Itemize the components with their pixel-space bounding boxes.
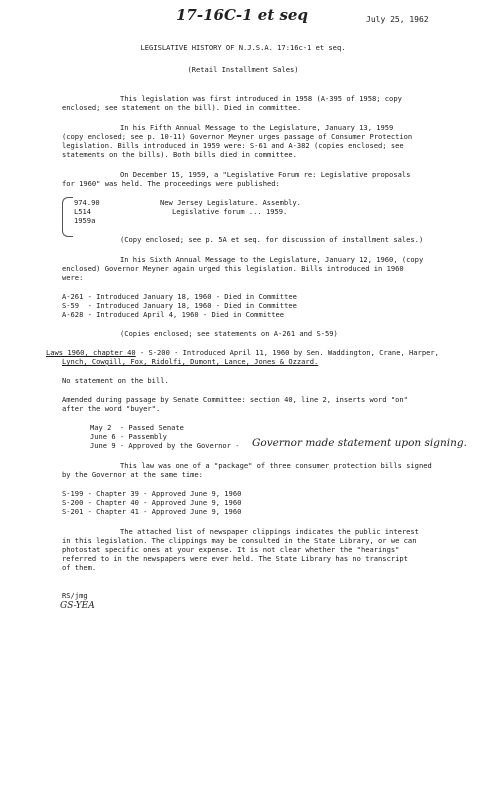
bill-1960-item: A-261 - Introduced January 18, 1960 - Died in Committee	[62, 292, 297, 301]
document-title: LEGISLATIVE HISTORY OF N.J.S.A. 17:16c-1 et seq.	[140, 43, 346, 52]
para2-line: In his Fifth Annual Message to the Legislature, January 13, 1959	[120, 123, 394, 132]
callnumber-bracket	[62, 197, 73, 237]
closing-line: in this legislation. The clippings may be consulted in the State Library, or we can	[62, 536, 417, 545]
para1-line: This legislation was first introduced in 1958 (A-395 of 1958; copy	[120, 94, 402, 103]
document-date: July 25, 1962	[366, 15, 429, 24]
laws-rest: - S-200 - Introduced April 11, 1960 by Sen. Waddington, Crane, Harper,	[135, 348, 439, 357]
para5-line: In his Sixth Annual Message to the Legislature, January 12, 1960, (copy	[120, 255, 424, 264]
package-bill: S-200 - Chapter 40 - Approved June 9, 1960	[62, 498, 242, 507]
amended-line: after the word "buyer".	[62, 404, 161, 413]
package-line: This law was one of a "package" of three consumer protection bills signed	[120, 461, 432, 470]
package-line: by the Governor at the same time:	[62, 470, 203, 479]
package-bill: S-201 - Chapter 41 - Approved June 9, 1960	[62, 507, 242, 516]
para5-line: enclosed) Governor Meyner again urged this legislation. Bills introduced in 1960	[62, 264, 404, 273]
closing-line: referred to in the newspapers were ever held. The State Library has no transcript	[62, 554, 408, 563]
bill-1960-item: S-59 - Introduced January 18, 1960 - Died in Committee	[62, 301, 297, 310]
closing-line: of them.	[62, 563, 97, 572]
handwritten-initials: GS-YEA	[60, 601, 95, 611]
document-subtitle: (Retail Installment Sales)	[187, 65, 299, 74]
closing-line: photostat specific ones at your expense. It is not clear whether the "hearings"	[62, 545, 400, 554]
no-statement: No statement on the bill.	[62, 376, 169, 385]
amended-line: Amended during passage by Senate Committee: section 40, line 2, inserts word "on"	[62, 395, 408, 404]
call-number-line: 974.90	[74, 198, 100, 207]
para2-line: statements on the bills). Both bills died in committee.	[62, 150, 297, 159]
para1-line: enclosed; see statement on the bill). Died in committee.	[62, 103, 302, 112]
closing-line: The attached list of newspaper clippings indicates the public interest	[120, 527, 419, 536]
passage-item: June 6 - Passembly	[90, 432, 167, 441]
package-bill: S-199 - Chapter 39 - Approved June 9, 1960	[62, 489, 242, 498]
passage-item: June 9 - Approved by the Governor -	[90, 441, 240, 450]
passage-item: May 2 - Passed Senate	[90, 423, 184, 432]
copy-note: (Copy enclosed; see p. 5A et seq. for discussion of installment sales.)	[120, 235, 424, 244]
laws-label: Laws 1960, chapter 40	[46, 348, 136, 357]
copies-note: (Copies enclosed; see statements on A-261 and S-59)	[120, 329, 338, 338]
para2-line: (copy enclosed; see p. 10-11) Governor Meyner urges passage of Consumer Protection	[62, 132, 413, 141]
call-number-line: 1959a	[74, 216, 96, 225]
para3-line: On December 15, 1959, a "Legislative Forum re: Legislative proposals	[120, 170, 411, 179]
publication-line: Legislative forum ... 1959.	[172, 207, 288, 216]
para5-line: were:	[62, 273, 84, 282]
handwritten-governor-note: Governor made statement upon signing.	[252, 437, 467, 449]
para2-line: legislation. Bills introduced in 1959 were: S-61 and A-382 (copies enclosed; see	[62, 141, 404, 150]
publication-line: New Jersey Legislature. Assembly.	[160, 198, 301, 207]
call-number-line: L514	[74, 207, 92, 216]
signoff-initials: RS/jmg	[62, 591, 88, 600]
bill-1960-item: A-628 - Introduced April 4, 1960 - Died in Committee	[62, 310, 285, 319]
laws-sponsors: Lynch, Cowgill, Fox, Ridolfi, Dumont, Lance, Jones & Ozzard.	[62, 357, 319, 366]
handwritten-reference: 17-16C-1 et seq	[176, 6, 308, 24]
para3-line: for 1960" was held. The proceedings were published:	[62, 179, 280, 188]
